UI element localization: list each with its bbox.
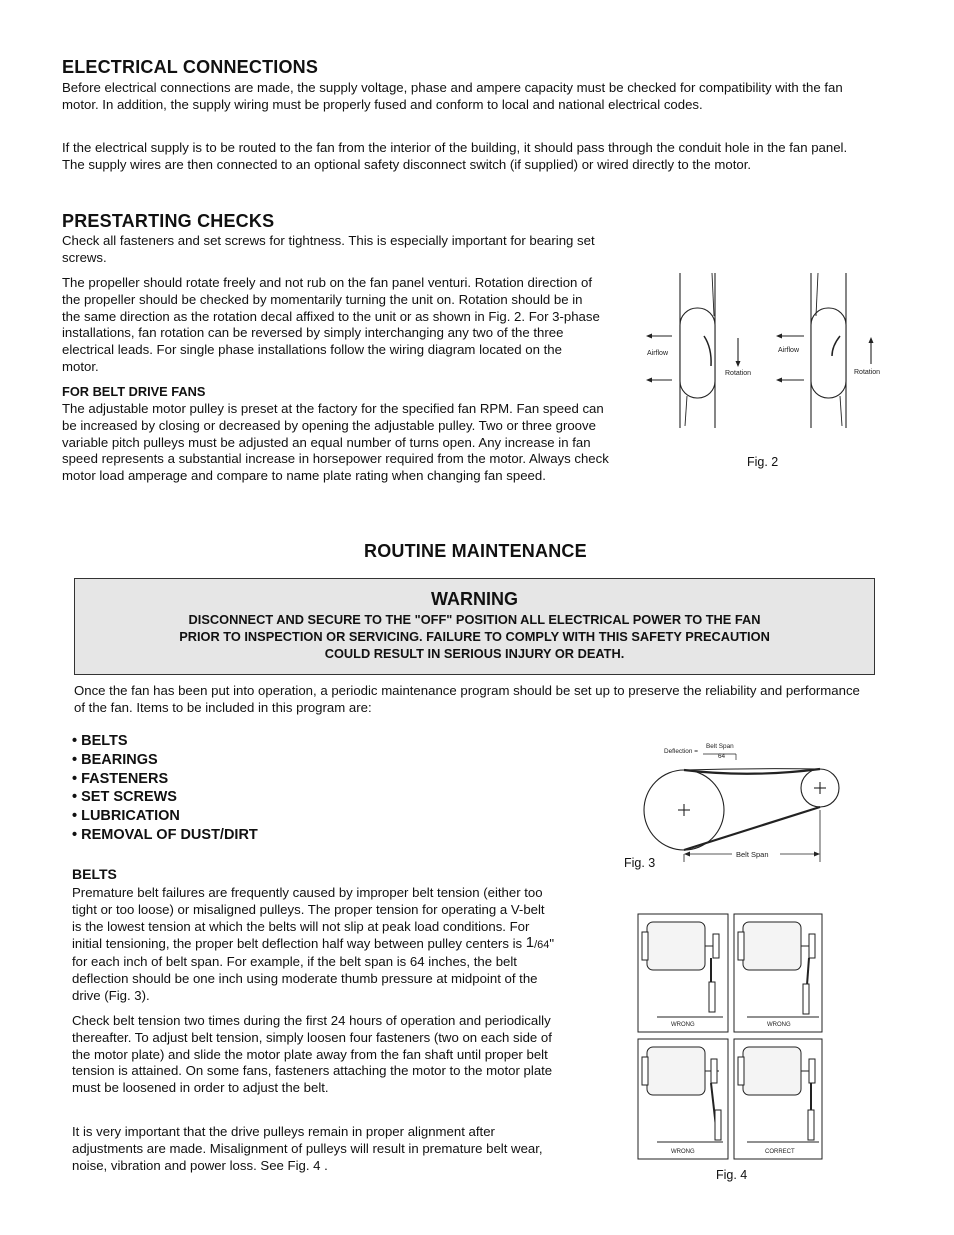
maintenance-intro: Once the fan has been put into operation, a periodic maintenance program should be set up to preserve the reliability and performance of the fan. Items to be included in this program are: <box>74 683 860 715</box>
fig2-rotation-label-left: Rotation <box>725 370 752 377</box>
fig3-span-numerator: Belt Span <box>706 743 734 750</box>
warning-box <box>74 578 875 675</box>
belts-paragraph-1-text-b: " for each inch of belt span. For example, if the belt span is 64 inches, the belt deflection should be one inch using moderate thumb pressure at midpoint of the drive (Fig. 3). <box>72 936 555 1003</box>
fig3-belt-span-label: Belt Span <box>736 850 769 859</box>
list-item: • FASTENERS <box>72 770 169 787</box>
fig4-pulley-alignment-diagram <box>637 912 825 1162</box>
electrical-paragraph-1: Before electrical connections are made, the supply voltage, phase and ampere capacity must be checked for compatibility with the fan motor. In addition, the supply wiring must be properly fused and conform to local and national electrical codes. <box>62 80 843 112</box>
fig3-caption: Fig. 3 <box>624 856 656 870</box>
list-item: • LUBRICATION <box>72 808 180 825</box>
fig4-motor-4 <box>743 1047 801 1095</box>
fig4-panel-2-label: WRONG <box>767 1022 791 1028</box>
fraction-numerator: 1 <box>525 934 535 952</box>
electrical-heading: ELECTRICAL CONNECTIONS <box>62 57 319 77</box>
fig4-caption: Fig. 4 <box>716 1168 748 1182</box>
maintenance-heading: ROUTINE MAINTENANCE <box>364 541 587 561</box>
fig2-airflow-label-left: Airflow <box>647 350 669 357</box>
fig2-right-propeller <box>811 308 846 398</box>
fig3-span-denominator: 64 <box>718 753 726 760</box>
prestart-heading: PRESTARTING CHECKS <box>62 211 275 231</box>
fig2-rotation-diagram <box>636 268 896 438</box>
belts-paragraph-1-text-a: Premature belt failures are frequently caused by improper belt tension (either too tight or too loose) or misaligned pulleys. The proper tension for operating a V-belt is the lowest tension at which the belts will not slip at peak load conditions. For initial tensioning, the proper belt deflection half way between pulley centers is <box>72 885 545 952</box>
list-item: • REMOVAL OF DUST/DIRT <box>72 826 258 843</box>
fig2-rotation-label-right: Rotation <box>854 369 881 376</box>
belt-drive-subheading: FOR BELT DRIVE FANS <box>62 384 206 399</box>
fig4-motor-3 <box>647 1047 705 1095</box>
fig3-belt-deflection-diagram <box>640 738 850 863</box>
prestart-paragraph-1: Check all fasteners and set screws for tightness. This is especially important for bearing set screws. <box>62 233 595 265</box>
fig3-belt-bottom <box>684 807 820 850</box>
prestart-paragraph-2: The propeller should rotate freely and not rub on the fan panel venturi. Rotation direction of the propeller should be checked by momentarily turning the unit on. Rotation should be in the same direction as the rotation decal affixed to the unit or as shown in Fig. 2. For 3-phase installations, fan rotation can be reversed by simply interchanging any two of the three electrical leads. For single phase installations follow the wiring diagram located on the motor. <box>62 275 600 374</box>
list-item: • SET SCREWS <box>72 789 177 806</box>
belts-heading: BELTS <box>72 866 117 882</box>
fig2-caption: Fig. 2 <box>747 455 779 469</box>
fraction-denominator: /64 <box>534 939 550 952</box>
fig4-panel-4-label: CORRECT <box>765 1149 795 1155</box>
list-item: • BELTS <box>72 733 128 749</box>
fig3-deflection-label: Deflection = <box>664 748 698 755</box>
fig4-motor-2 <box>743 922 801 970</box>
fig4-motor-1 <box>647 922 705 970</box>
belt-drive-paragraph: The adjustable motor pulley is preset at the factory for the specified fan RPM. Fan speed can be increased by closing or decreased by opening the adjustable pulley. Two or three groove variable pitch pulleys must be adjusted an equal number of turns open. Any increase in fan speed represents a substantial increase in horsepower required from the motor. Always check motor load amperage and compare to name plate rating when changing fan speed. <box>62 401 609 484</box>
electrical-paragraph-2: If the electrical supply is to be routed to the fan from the interior of the building, it should pass through the conduit hole in the fan panel. The supply wires are then connected to an optional safety disconnect switch (if supplied) or wired directly to the motor. <box>62 140 848 172</box>
warning-line-3: COULD RESULT IN SERIOUS INJURY OR DEATH. <box>324 646 625 661</box>
fig2-airflow-label-right: Airflow <box>778 347 800 354</box>
fig4-panel-1-label: WRONG <box>671 1022 695 1028</box>
belts-paragraph-3: It is very important that the drive pulleys remain in proper alignment after adjustments are made. Misalignment of pulleys will result in premature belt wear, noise, vibration and power loss. See Fig. 4 . <box>72 1124 543 1173</box>
warning-title: WARNING <box>431 589 518 609</box>
warning-line-1: DISCONNECT AND SECURE TO THE "OFF" POSITION ALL ELECTRICAL POWER TO THE FAN <box>188 612 761 627</box>
belts-paragraph-2: Check belt tension two times during the first 24 hours of operation and periodically thereafter. To adjust belt tension, simply loosen four fasteners (two on each side of the motor plate) and slide the motor plate away from the fan shaft until proper belt tension is attained. On some fans, fasteners attaching the motor to the motor plate must be loosened in order to adjust the belt. <box>72 1013 553 1096</box>
belts-paragraph-1 <box>72 885 557 1005</box>
maintenance-items-list <box>72 732 258 845</box>
fig4-panel-3-label: WRONG <box>671 1149 695 1155</box>
warning-line-2: PRIOR TO INSPECTION OR SERVICING. FAILURE TO COMPLY WITH THIS SAFETY PRECAUTION <box>179 629 770 644</box>
list-item: • BEARINGS <box>72 751 158 768</box>
